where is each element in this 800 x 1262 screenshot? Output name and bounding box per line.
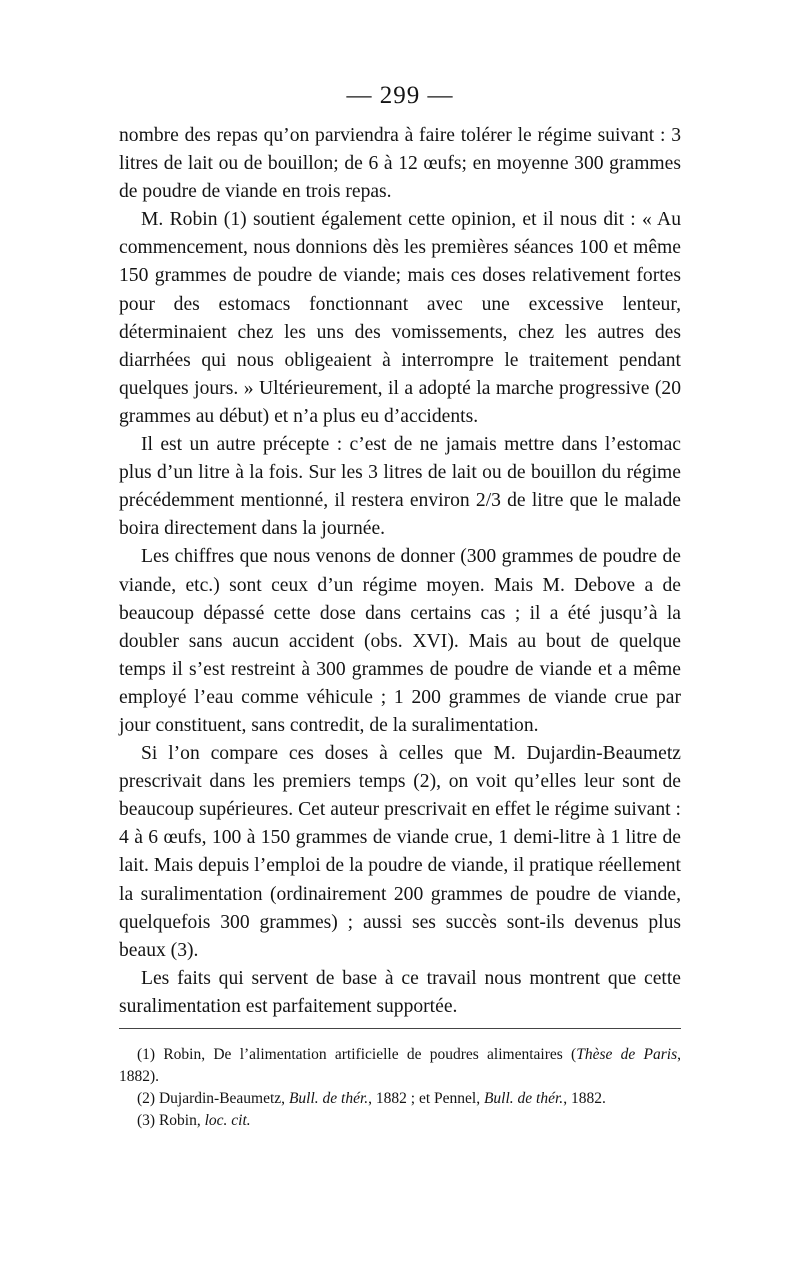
paragraph-6: Les faits qui servent de base à ce travail nous montrent que cette suralimentation est parfaitement supportée. — [119, 967, 681, 1017]
footnote-1 — [119, 1044, 681, 1088]
footnote-1-tail: , 1882). — [119, 1046, 681, 1085]
footnote-2-text: (2) Dujardin-Beaumetz, — [137, 1090, 289, 1107]
paragraph-1: nombre des repas qu’on parviendra à faire tolérer le régime suivant : 3 litres de lait ou de bouillon; de 6 à 12 œufs; en moyenne 300 grammes de poudre de viande en trois repas. — [119, 125, 681, 203]
paragraph-2: M. Robin (1) soutient également cette opinion, et il nous dit : « Au commencement, nous donnions dès les premières séances 100 et même 150 grammes de poudre de viande; mais ces doses relativement fortes pour des estomacs fonctionnant avec une excessive lenteur, déterminaient chez les uns des vomissements, chez les autres des diarrhées qui nous obligeaient à interrompre le traitement pendant quelques jours. » Ultérieurement, il a adopté la marche progressive (20 grammes au début) et n’a plus eu d’accidents. — [119, 209, 681, 427]
paragraph-4: Les chiffres que nous venons de donner (300 grammes de poudre de viande, etc.) sont ceux d’un régime moyen. Mais M. Debove a de beaucoup dépassé cette dose dans certains cas ; il a été jusqu’à la doubler sans aucun accident (obs. XVI). Mais au bout de quelque temps il s’est restreint à 300 grammes de poudre de viande et a même employé l’eau comme véhicule ; 1 200 grammes de viande crue par jour constituent, sans contredit, de la suralimentation. — [119, 546, 681, 736]
footnote-1-italic: Thèse de Paris — [576, 1046, 678, 1063]
footnote-2 — [119, 1088, 681, 1110]
body-text — [119, 122, 681, 1021]
footnotes — [119, 1044, 681, 1132]
footnote-2-italic-1: Bull. de thér. — [288, 1090, 369, 1107]
footnote-3 — [119, 1110, 681, 1132]
footnote-2-italic-2: Bull. de thér. — [483, 1090, 564, 1107]
footnote-2-mid: , 1882 ; et Pennel, — [368, 1090, 484, 1107]
page-number: — 299 — — [346, 82, 454, 109]
paragraph-5: Si l’on compare ces doses à celles que M. Dujardin-Beaumetz prescrivait dans les premiers temps (2), on voit qu’elles leur sont de beaucoup supérieures. Cet auteur prescrivait en effet le régime suivant : 4 à 6 œufs, 100 à 150 grammes de viande crue, 1 demi-litre à 1 litre de lait. Mais depuis l’emploi de la poudre de viande, il pratique réellement la suralimentation (ordinairement 200 grammes de poudre de viande, quelquefois 300 grammes) ; aussi ses succès sont-ils devenus plus beaux (3). — [119, 743, 681, 961]
footnote-2-tail: , 1882. — [563, 1090, 606, 1107]
footnote-1-text: (1) Robin, De l’alimentation artificielle de poudres alimentaires ( — [137, 1046, 577, 1063]
footnote-3-italic: loc. cit. — [204, 1112, 251, 1129]
footnote-divider — [119, 1028, 681, 1029]
footnote-3-text: (3) Robin, — [137, 1112, 205, 1129]
paragraph-3: Il est un autre précepte : c’est de ne jamais mettre dans l’estomac plus d’un litre à la fois. Sur les 3 litres de lait ou de bouillon du régime précédemment mentionné, il restera environ 2/3 de litre que le malade boira directement dans la journée. — [119, 434, 681, 540]
